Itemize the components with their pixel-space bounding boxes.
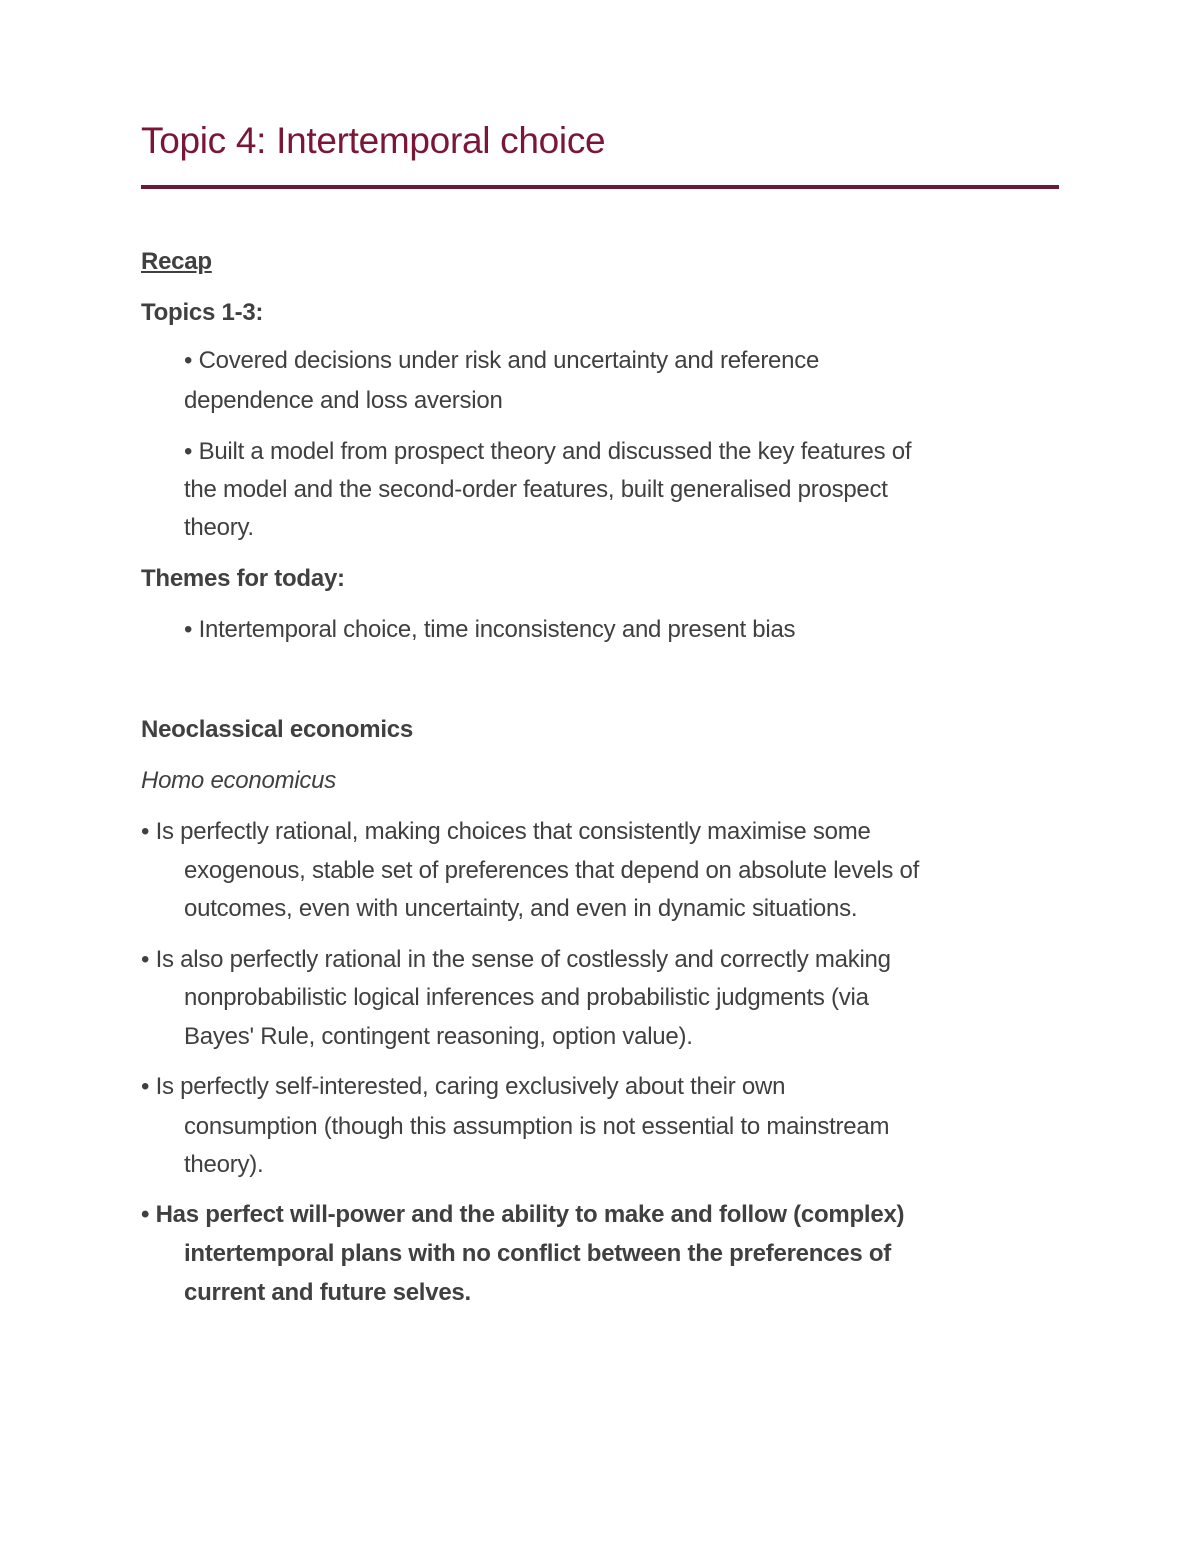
neo-bullet-2-line-3: Bayes' Rule, contingent reasoning, option value). — [184, 1023, 693, 1050]
topics-label: Topics 1-3: — [141, 299, 264, 326]
neo-bullet-1-line-2: exogenous, stable set of preferences that depend on absolute levels of — [184, 857, 920, 884]
neo-bullet-3-line-3: theory). — [184, 1151, 264, 1178]
neo-bullet-3-line-2: consumption (though this assumption is not essential to mainstream — [184, 1113, 890, 1140]
recap-bullet-1-line-2: dependence and loss aversion — [184, 387, 503, 414]
neo-bullet-3-line-1: • Is perfectly self-interested, caring exclusively about their own — [141, 1073, 786, 1100]
recap-bullet-1-line-1: • Covered decisions under risk and uncertainty and reference — [184, 347, 820, 374]
neoclassical-heading: Neoclassical economics — [141, 716, 413, 743]
neo-bullet-2-line-1: • Is also perfectly rational in the sense of costlessly and correctly making — [141, 946, 891, 973]
neo-bullet-4-line-2: intertemporal plans with no conflict between the preferences of — [184, 1240, 892, 1267]
themes-label: Themes for today: — [141, 565, 345, 592]
neo-bullet-4-line-1: • Has perfect will-power and the ability to make and follow (complex) — [141, 1201, 905, 1228]
neo-bullet-1-line-1: • Is perfectly rational, making choices that consistently maximise some — [141, 818, 871, 845]
page-title: Topic 4: Intertemporal choice — [141, 120, 606, 161]
homo-economicus-subheading: Homo economicus — [141, 767, 336, 794]
recap-heading: Recap — [141, 248, 212, 275]
theme-bullet-1: • Intertemporal choice, time inconsistency and present bias — [184, 616, 796, 643]
neo-bullet-1-line-3: outcomes, even with uncertainty, and even in dynamic situations. — [184, 895, 858, 922]
neo-bullet-2-line-2: nonprobabilistic logical inferences and probabilistic judgments (via — [184, 984, 869, 1011]
recap-bullet-2-line-3: theory. — [184, 514, 254, 541]
recap-bullet-2-line-2: the model and the second-order features, built generalised prospect — [184, 476, 888, 503]
recap-bullet-2-line-1: • Built a model from prospect theory and discussed the key features of — [184, 438, 912, 465]
neo-bullet-4-line-3: current and future selves. — [184, 1279, 471, 1306]
title-divider — [141, 185, 1059, 189]
